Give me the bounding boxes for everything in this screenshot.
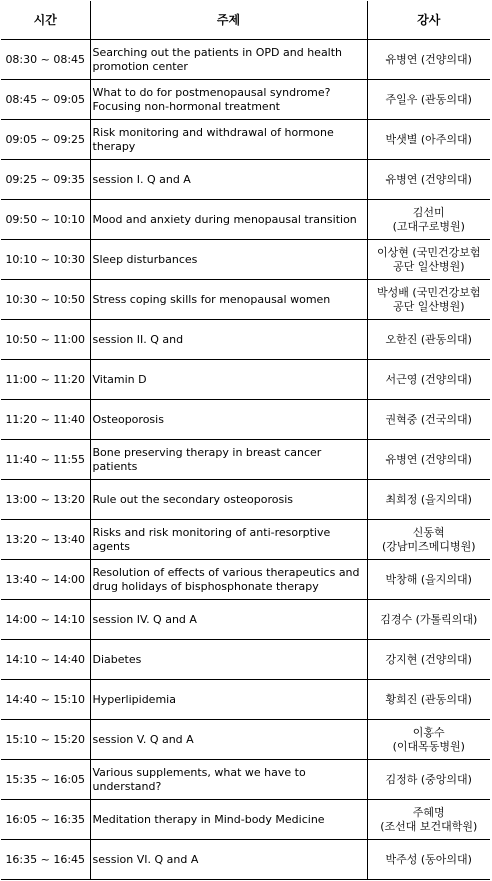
session-topic-cell xyxy=(90,480,367,520)
session-topic-cell xyxy=(90,440,367,480)
session-topic: session I. Q and A xyxy=(92,172,191,186)
session-speaker-cell xyxy=(367,120,490,160)
session-topic-cell xyxy=(90,360,367,400)
header-time: 시간 xyxy=(1,1,90,40)
session-topic-cell xyxy=(90,800,367,840)
table-row xyxy=(1,400,490,440)
session-topic: What to do for postmenopausal syndrome? Focusing non-hormonal treatment xyxy=(92,85,331,113)
session-topic-cell xyxy=(90,840,367,880)
session-topic-cell xyxy=(90,280,367,320)
table-row xyxy=(1,320,490,360)
session-topic: Resolution of effects of various therapeutics and drug holidays of bisphosphonate therapy xyxy=(92,565,360,593)
session-speaker-cell xyxy=(367,400,490,440)
session-speaker-cell xyxy=(367,640,490,680)
session-topic-cell xyxy=(90,240,367,280)
session-topic: Risk monitoring and withdrawal of hormone therapy xyxy=(92,125,334,153)
session-speaker-cell xyxy=(367,480,490,520)
session-topic-cell xyxy=(90,720,367,760)
session-topic: Bone preserving therapy in breast cancer patients xyxy=(92,445,322,473)
session-topic-cell xyxy=(90,560,367,600)
session-speaker-cell xyxy=(367,520,490,560)
session-topic-cell xyxy=(90,640,367,680)
table-row xyxy=(1,680,490,720)
session-speaker: 유병연 (건양의대) xyxy=(385,452,472,466)
session-time: 09:25 ~ 09:35 xyxy=(1,160,90,200)
session-speaker-cell xyxy=(367,720,490,760)
session-speaker: 서근영 (건양의대) xyxy=(385,372,472,386)
session-time: 08:30 ~ 08:45 xyxy=(1,40,90,80)
session-speaker: 이상현 (국민건강보험 공단 일산병원) xyxy=(377,245,481,273)
table-row xyxy=(1,80,490,120)
table-row xyxy=(1,480,490,520)
session-topic: session II. Q and xyxy=(92,332,184,346)
session-speaker-cell xyxy=(367,240,490,280)
session-time: 09:05 ~ 09:25 xyxy=(1,120,90,160)
session-speaker: 유병연 (건양의대) xyxy=(385,52,472,66)
session-time: 16:35 ~ 16:45 xyxy=(1,840,90,880)
session-time: 11:00 ~ 11:20 xyxy=(1,360,90,400)
session-speaker: 박성배 (국민건강보험 공단 일산병원) xyxy=(377,285,481,313)
session-time: 15:10 ~ 15:20 xyxy=(1,720,90,760)
session-time: 14:40 ~ 15:10 xyxy=(1,680,90,720)
session-time: 13:40 ~ 14:00 xyxy=(1,560,90,600)
session-speaker: 권혁중 (건국의대) xyxy=(385,412,472,426)
session-speaker: 주혜명 (조선대 보건대학원) xyxy=(380,805,478,833)
session-topic-cell xyxy=(90,400,367,440)
session-speaker-cell xyxy=(367,560,490,600)
header-row xyxy=(1,1,490,40)
session-speaker: 박주성 (동아의대) xyxy=(385,852,472,866)
session-topic: Risks and risk monitoring of anti-resorptive agents xyxy=(92,525,331,553)
session-topic: Various supplements, what we have to understand? xyxy=(92,765,306,793)
table-row xyxy=(1,520,490,560)
session-time: 15:35 ~ 16:05 xyxy=(1,760,90,800)
session-speaker: 유병연 (건양의대) xyxy=(385,172,472,186)
session-topic-cell xyxy=(90,120,367,160)
table-row xyxy=(1,560,490,600)
session-speaker-cell xyxy=(367,320,490,360)
table-row xyxy=(1,840,490,880)
session-time: 11:40 ~ 11:55 xyxy=(1,440,90,480)
session-speaker: 최희정 (을지의대) xyxy=(385,492,472,506)
table-row xyxy=(1,640,490,680)
session-topic: Searching out the patients in OPD and health promotion center xyxy=(92,45,343,73)
session-speaker-cell xyxy=(367,80,490,120)
session-time: 16:05 ~ 16:35 xyxy=(1,800,90,840)
session-speaker: 주일우 (관동의대) xyxy=(385,92,472,106)
session-topic: Diabetes xyxy=(92,652,142,666)
session-time: 14:00 ~ 14:10 xyxy=(1,600,90,640)
session-time: 08:45 ~ 09:05 xyxy=(1,80,90,120)
session-speaker-cell xyxy=(367,440,490,480)
session-topic-cell xyxy=(90,520,367,560)
session-topic-cell xyxy=(90,160,367,200)
session-topic: Vitamin D xyxy=(92,372,147,386)
session-speaker: 오한진 (관동의대) xyxy=(385,332,472,346)
session-speaker-cell xyxy=(367,280,490,320)
session-topic-cell xyxy=(90,760,367,800)
table-row xyxy=(1,800,490,840)
session-speaker-cell xyxy=(367,200,490,240)
session-speaker: 이홍수 (이대목동병원) xyxy=(392,725,465,753)
session-time: 13:00 ~ 13:20 xyxy=(1,480,90,520)
session-speaker: 박창해 (을지의대) xyxy=(385,572,472,586)
session-topic: Mood and anxiety during menopausal transition xyxy=(92,212,357,226)
session-time: 10:30 ~ 10:50 xyxy=(1,280,90,320)
session-topic-cell xyxy=(90,80,367,120)
table-row xyxy=(1,440,490,480)
session-topic: session VI. Q and A xyxy=(92,852,199,866)
session-speaker-cell xyxy=(367,840,490,880)
table-row xyxy=(1,40,490,80)
session-speaker: 강지현 (건양의대) xyxy=(385,652,472,666)
session-time: 11:20 ~ 11:40 xyxy=(1,400,90,440)
session-time: 14:10 ~ 14:40 xyxy=(1,640,90,680)
table-row xyxy=(1,280,490,320)
session-topic-cell xyxy=(90,40,367,80)
session-speaker-cell xyxy=(367,800,490,840)
session-topic: Stress coping skills for menopausal women xyxy=(92,292,331,306)
session-topic-cell xyxy=(90,600,367,640)
table-row xyxy=(1,760,490,800)
session-speaker-cell xyxy=(367,600,490,640)
session-topic: session V. Q and A xyxy=(92,732,194,746)
session-speaker-cell xyxy=(367,40,490,80)
session-speaker-cell xyxy=(367,760,490,800)
header-speaker: 강사 xyxy=(367,1,490,40)
session-speaker: 황희진 (관동의대) xyxy=(385,692,472,706)
session-topic: Meditation therapy in Mind-body Medicine xyxy=(92,812,325,826)
table-row xyxy=(1,240,490,280)
session-topic: Sleep disturbances xyxy=(92,252,198,266)
session-topic-cell xyxy=(90,320,367,360)
session-topic: session IV. Q and A xyxy=(92,612,197,626)
session-speaker: 김선미 (고대구로병원) xyxy=(392,205,465,233)
schedule-body xyxy=(1,40,490,880)
table-row xyxy=(1,120,490,160)
session-speaker: 김경수 (가톨릭의대) xyxy=(380,612,478,626)
session-speaker-cell xyxy=(367,160,490,200)
table-row xyxy=(1,720,490,760)
header-topic: 주제 xyxy=(90,1,367,40)
session-speaker: 김정하 (중앙의대) xyxy=(385,772,472,786)
table-row xyxy=(1,360,490,400)
session-topic: Rule out the secondary osteoporosis xyxy=(92,492,294,506)
schedule-table xyxy=(1,1,490,880)
session-time: 13:20 ~ 13:40 xyxy=(1,520,90,560)
table-row xyxy=(1,200,490,240)
session-topic-cell xyxy=(90,680,367,720)
session-speaker: 박샛별 (아주의대) xyxy=(385,132,472,146)
session-speaker: 신동혁 (강남미즈메디병원) xyxy=(381,525,476,553)
session-time: 10:10 ~ 10:30 xyxy=(1,240,90,280)
session-speaker-cell xyxy=(367,680,490,720)
session-time: 09:50 ~ 10:10 xyxy=(1,200,90,240)
session-time: 10:50 ~ 11:00 xyxy=(1,320,90,360)
session-topic: Osteoporosis xyxy=(92,412,164,426)
table-row xyxy=(1,160,490,200)
session-topic: Hyperlipidemia xyxy=(92,692,176,706)
session-topic-cell xyxy=(90,200,367,240)
session-speaker-cell xyxy=(367,360,490,400)
table-row xyxy=(1,600,490,640)
